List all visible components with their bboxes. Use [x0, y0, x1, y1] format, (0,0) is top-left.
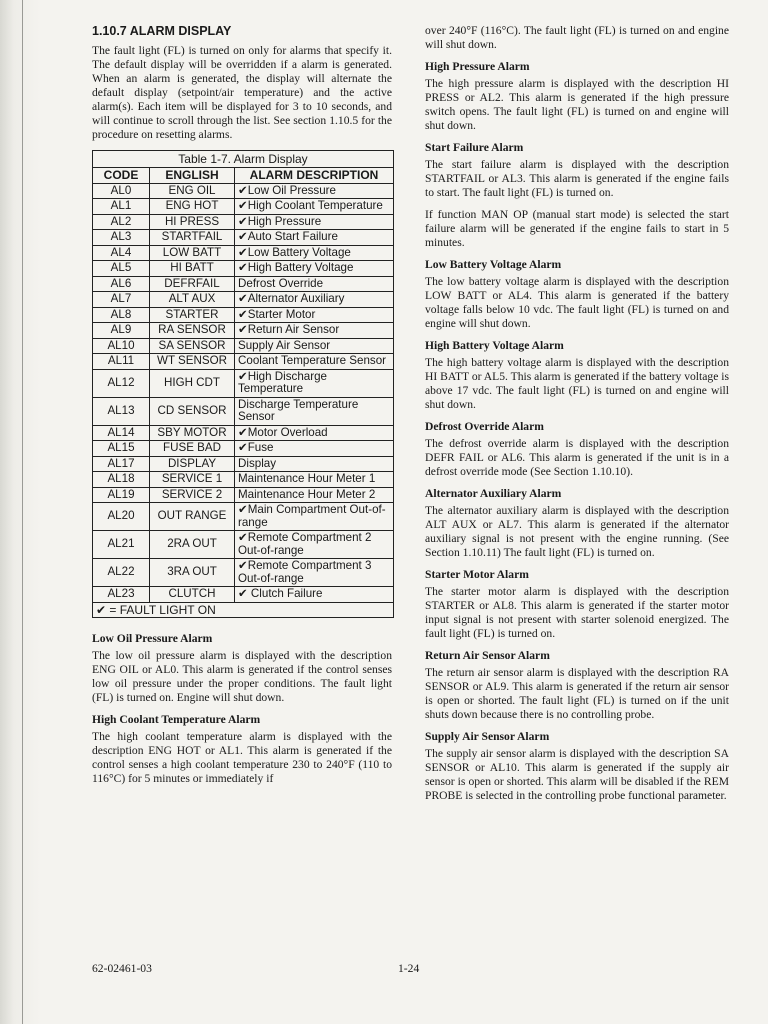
table-row [93, 292, 394, 308]
left-column [92, 24, 392, 794]
cell-english: ENG HOT [150, 199, 235, 215]
section-paragraph: The supply air sensor alarm is displayed with the description SA SENSOR or AL10. This alarm is generated if the supply air sensor is open or shorted. This alarm will be disabled if the REM PROBE is selected in the controlling probe functional parameter. [425, 747, 729, 802]
cell-description: ✔Low Oil Pressure [235, 183, 394, 199]
cell-code: AL7 [93, 292, 150, 308]
section-heading: 1.10.7 ALARM DISPLAY [92, 24, 232, 38]
cell-code: AL17 [93, 456, 150, 472]
cell-code: AL21 [93, 531, 150, 559]
cell-english: ALT AUX [150, 292, 235, 308]
cell-english: HIGH CDT [150, 369, 235, 397]
intro-paragraph: The fault light (FL) is turned on only for alarms that specify it. The default display will be overridden if a alarm is generated. When an alarm is generated, the display will alternate the default display (setpoint/air temperature) and the active alarm(s). Each item will be displayed for 3 to 10 seconds, and will continue to scroll through the list. See section 1.10.5 for the procedure on resetting alarms. [92, 44, 392, 141]
low-oil-heading: Low Oil Pressure Alarm [92, 632, 213, 645]
cell-english: LOW BATT [150, 245, 235, 261]
table-row [93, 354, 394, 370]
cell-description: ✔High Battery Voltage [235, 261, 394, 277]
table-row [93, 230, 394, 246]
cell-code: AL10 [93, 338, 150, 354]
cell-code: AL20 [93, 503, 150, 531]
cell-english: HI PRESS [150, 214, 235, 230]
cell-description: ✔Low Battery Voltage [235, 245, 394, 261]
section-subheading: Defrost Override Alarm [425, 420, 544, 433]
table-footnote: ✔ = FAULT LIGHT ON [93, 602, 394, 618]
cell-code: AL2 [93, 214, 150, 230]
cell-description: Defrost Override [235, 276, 394, 292]
table-row [93, 441, 394, 457]
cell-description: ✔High Discharge Temperature [235, 369, 394, 397]
continued-paragraph: over 240°F (116°C). The fault light (FL) is turned on and engine will shut down. [425, 24, 729, 51]
header-english: ENGLISH [150, 168, 235, 184]
page-number: 1-24 [398, 962, 420, 975]
cell-english: ENG OIL [150, 183, 235, 199]
high-coolant-heading: High Coolant Temperature Alarm [92, 713, 261, 726]
cell-description: ✔High Coolant Temperature [235, 199, 394, 215]
section-subheading: Return Air Sensor Alarm [425, 649, 550, 662]
cell-code: AL13 [93, 397, 150, 425]
table-row [93, 503, 394, 531]
cell-description: Coolant Temperature Sensor [235, 354, 394, 370]
section-paragraph: The starter motor alarm is displayed with the description STARTER or AL8. This alarm is generated if the starter motor input signal is not present with starter solenoid energized. The fault light (FL) is turned on. [425, 585, 729, 640]
section-paragraph: The alternator auxiliary alarm is displayed with the description ALT AUX or AL7. This alarm is generated if the alternator auxiliary signal is not present with the engine running. (See Section 1.10.11) The fault light (FL) is turned on. [425, 504, 729, 559]
cell-english: OUT RANGE [150, 503, 235, 531]
cell-code: AL11 [93, 354, 150, 370]
table-row [93, 214, 394, 230]
alarm-display-table [92, 150, 394, 618]
alarm-table-body [93, 183, 394, 602]
table-row [93, 369, 394, 397]
table-row [93, 425, 394, 441]
section-subheading: Supply Air Sensor Alarm [425, 730, 550, 743]
table-header-row [93, 168, 394, 184]
cell-code: AL23 [93, 587, 150, 603]
table-row [93, 323, 394, 339]
table-row [93, 199, 394, 215]
header-description: ALARM DESCRIPTION [235, 168, 394, 184]
right-sections [425, 60, 729, 803]
cell-english: CLUTCH [150, 587, 235, 603]
right-column [425, 24, 729, 811]
cell-description: Maintenance Hour Meter 2 [235, 487, 394, 503]
cell-code: AL5 [93, 261, 150, 277]
table-row [93, 487, 394, 503]
cell-description: ✔Remote Compartment 2 Out-of-range [235, 531, 394, 559]
section-paragraph: The high pressure alarm is displayed with the description HI PRESS or AL2. This alarm is generated if the high pressure switch opens. The fault light (FL) is turned on and engine will shut down. [425, 77, 729, 132]
cell-description: ✔Remote Compartment 3 Out-of-range [235, 559, 394, 587]
cell-english: DEFRFAIL [150, 276, 235, 292]
table-row [93, 456, 394, 472]
cell-english: 3RA OUT [150, 559, 235, 587]
table-row [93, 472, 394, 488]
low-oil-paragraph: The low oil pressure alarm is displayed with the description ENG OIL or AL0. This alarm is generated if the control senses low oil pressure under the proper conditions. The fault light (FL) is turned on. Engine will shut down. [92, 649, 392, 704]
high-coolant-paragraph: The high coolant temperature alarm is displayed with the description ENG HOT or AL1. This alarm is generated if the control senses a high coolant temperature 230 to 240°F (110 to 116°C) for 5 minutes or immediately if [92, 730, 392, 785]
header-code: CODE [93, 168, 150, 184]
cell-english: 2RA OUT [150, 531, 235, 559]
cell-code: AL4 [93, 245, 150, 261]
cell-code: AL1 [93, 199, 150, 215]
table-caption: Table 1-7. Alarm Display [92, 150, 394, 167]
cell-description: ✔Auto Start Failure [235, 230, 394, 246]
cell-english: DISPLAY [150, 456, 235, 472]
cell-code: AL15 [93, 441, 150, 457]
section-paragraph: The low battery voltage alarm is displayed with the description LOW BATT or AL4. This alarm is generated if the battery voltage falls below 10 vdc. The fault light (FL) is turned on and engine will shut down. [425, 275, 729, 330]
cell-english: SBY MOTOR [150, 425, 235, 441]
table-row [93, 307, 394, 323]
cell-description: Discharge Temperature Sensor [235, 397, 394, 425]
section-subheading: Alternator Auxiliary Alarm [425, 487, 562, 500]
cell-code: AL18 [93, 472, 150, 488]
page-binding-edge [0, 0, 40, 1024]
cell-description: ✔High Pressure [235, 214, 394, 230]
cell-english: WT SENSOR [150, 354, 235, 370]
cell-code: AL12 [93, 369, 150, 397]
cell-code: AL3 [93, 230, 150, 246]
cell-english: SERVICE 1 [150, 472, 235, 488]
table-row [93, 397, 394, 425]
cell-description: ✔Motor Overload [235, 425, 394, 441]
cell-description: ✔Starter Motor [235, 307, 394, 323]
cell-english: CD SENSOR [150, 397, 235, 425]
cell-code: AL6 [93, 276, 150, 292]
table-footnote-row [93, 602, 394, 618]
cell-description: ✔ Clutch Failure [235, 587, 394, 603]
cell-code: AL22 [93, 559, 150, 587]
cell-description: Supply Air Sensor [235, 338, 394, 354]
table-row [93, 183, 394, 199]
table-row [93, 531, 394, 559]
section-paragraph: The high battery voltage alarm is displayed with the description HI BATT or AL5. This alarm is generated if the battery voltage is above 17 vdc. The fault light (FL) is turned on and engine will shut down. [425, 356, 729, 411]
section-subheading: Low Battery Voltage Alarm [425, 258, 562, 271]
table-row [93, 276, 394, 292]
table-row [93, 338, 394, 354]
section-paragraph: The return air sensor alarm is displayed with the description RA SENSOR or AL9. This alarm is generated if the return air sensor is open or shorted. The fault light (FL) is turned on if the unit shuts down because there is no controlling probe. [425, 666, 729, 721]
cell-code: AL9 [93, 323, 150, 339]
section-subheading: High Pressure Alarm [425, 60, 530, 73]
cell-english: STARTER [150, 307, 235, 323]
cell-english: RA SENSOR [150, 323, 235, 339]
cell-english: STARTFAIL [150, 230, 235, 246]
cell-description: ✔Fuse [235, 441, 394, 457]
cell-english: FUSE BAD [150, 441, 235, 457]
cell-code: AL19 [93, 487, 150, 503]
cell-description: Display [235, 456, 394, 472]
section-subheading: Starter Motor Alarm [425, 568, 529, 581]
table-row [93, 587, 394, 603]
section-subheading: Start Failure Alarm [425, 141, 524, 154]
section-paragraph: The start failure alarm is displayed with the description STARTFAIL or AL3. This alarm is generated if the engine fails to start. The fault light (FL) is turned on. [425, 158, 729, 199]
cell-code: AL8 [93, 307, 150, 323]
cell-english: HI BATT [150, 261, 235, 277]
cell-description: ✔Alternator Auxiliary [235, 292, 394, 308]
cell-description: Maintenance Hour Meter 1 [235, 472, 394, 488]
section-subheading: High Battery Voltage Alarm [425, 339, 564, 352]
cell-description: ✔Return Air Sensor [235, 323, 394, 339]
document-number: 62-02461-03 [92, 962, 152, 975]
table-row [93, 559, 394, 587]
cell-english: SERVICE 2 [150, 487, 235, 503]
table-row [93, 261, 394, 277]
cell-english: SA SENSOR [150, 338, 235, 354]
cell-code: AL14 [93, 425, 150, 441]
cell-description: ✔Main Compartment Out-of-range [235, 503, 394, 531]
cell-code: AL0 [93, 183, 150, 199]
section-paragraph: If function MAN OP (manual start mode) is selected the start failure alarm will be generated if the engine fails to start in 5 minutes. [425, 208, 729, 249]
section-paragraph: The defrost override alarm is displayed with the description DEFR FAIL or AL6. This alarm is generated if the unit is in a defrost override mode (See Section 1.10.10). [425, 437, 729, 478]
table-row [93, 245, 394, 261]
